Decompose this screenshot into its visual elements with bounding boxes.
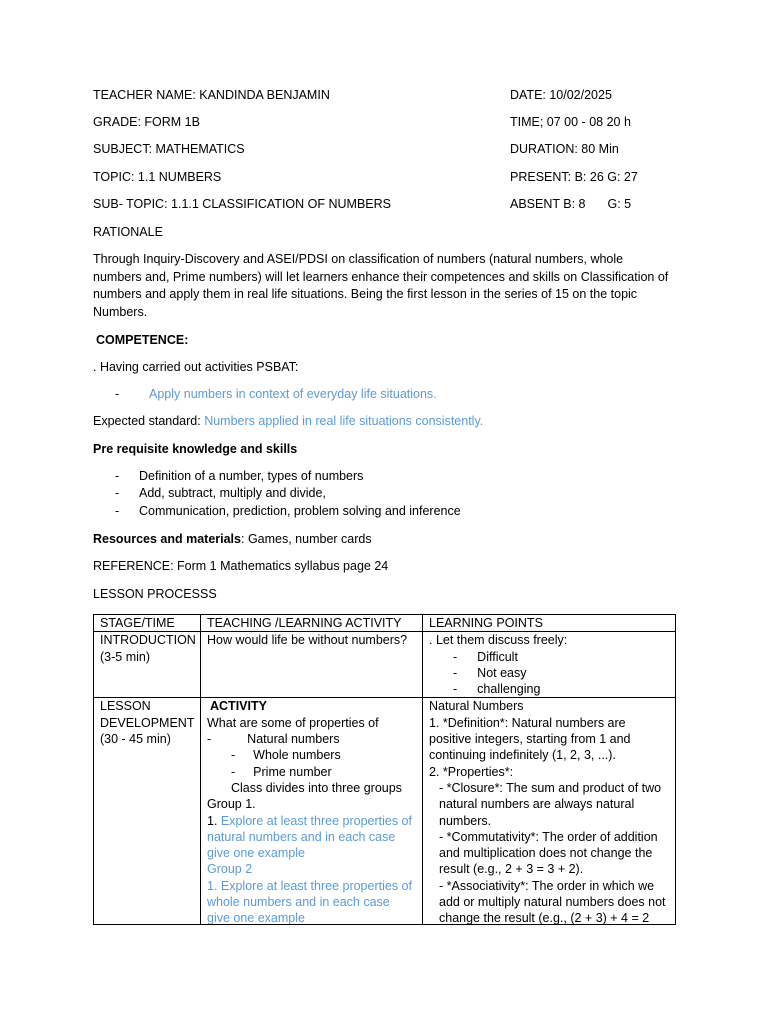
header-row-3 [93,142,713,160]
resources-label: Resources and materials [93,532,241,546]
table-header: TEACHING /LEARNING ACTIVITY [201,615,423,632]
list-item: - Natural numbers [207,732,340,747]
expected-standard-label: Expected standard: [93,414,205,428]
table-row [94,698,676,925]
list-item: - Difficult [453,649,518,664]
group2-task: 1. Explore at least three properties of whole numbers and in each case give one example [207,878,412,925]
lesson-plan-page: TEACHER NAME: KANDINDA BENJAMIN DATE: 10/02/2025 GRADE: FORM 1B TIME; 07 00 - 08 20 h SUBJECT: MATHEMATICS DURATION: 80 Min TOPIC: 1.1 NUMBERS PRESENT: B: 26 G: 27 SUB- TOPIC: 1.1.1 CLASSIFICATION OF NUMBERS ABSENT B: 8 G: 5 RATIONALE Through Inquiry-Discovery and ASEI/PDSI on classification of numbers (natural numbers, whole numbers and, Prime numbers) will let learners enhance their competences and skills on Classification of numbers and apply them in real life situations. Being the first lesson in the series of 15 on the topic Numbers. COMPETENCE: . Having carried out activities PSBAT: - Apply numbers in context of everyday life situations. Expected standard: Numbers applied in real life situations consistently. Pre requisite knowledge and skills - Definition of a number, types of numbers - Add, subtract, multiply and divide, - Communication, prediction, problem solving and inference Resources and materials: Games, number cards REFERENCE: Form 1 Mathematics syllabus page 24 LESSON PROCESSS STAGE/TIME TEACHING /LEARNING ACTIVITY LEARNING POINTS INTRODUCTION (3-5 min) How would life be without numbers? . Let them discuss freely: - Difficult - Not easy - challenging LESSON DEVELOPMENT (30 - 45 min) ACTIVITY What are some of properties of - Natural numbers - Whole numbers - Prime number Class divides into three groups Group 1. 1. Explore at least three properties of natural numbers and in each case give one example Group 2 1. Explore at least three properties of whole numbers and in each case give one example Natural Numbers 1. *Definition*: Natural numbers are positive integers, starting from 1 and continuing indefinitely (1, 2, 3, ...). 2. *Properties*: - *Closure*: The sum and product of two natural numbers are always natural numbers. - *Commutativity*: The order of addition and multiplication does not change the result (e.g., 2 + 3 = 3 + 2). - *Associativity*: The order in which we add or multiply natural numbers does not change the result (e.g., (2 + 3) + 4 = 2 [0,0,768,1024]
header-row-2 [93,115,713,133]
table-row [94,632,676,698]
list-item: - challenging [453,682,541,697]
lesson-date: DATE: 10/02/2025 [510,88,612,102]
dev-activity: ACTIVITY What are some of properties of - Natural numbers - Whole numbers - Prime number Class divides into three groups Group 1. 1. Explore at least three properties of natural numbers and in each case give one example Group 2 1. Explore at least three properties of whole numbers and in each case give one example [201,698,423,925]
list-item: - Not easy [453,665,527,680]
group1-task: 1. Explore at least three properties of natural numbers and in each case give one example [207,813,412,861]
teacher-name: TEACHER NAME: KANDINDA BENJAMIN [93,88,330,102]
dev-points: Natural Numbers 1. *Definition*: Natural numbers are positive integers, starting from 1 and continuing indefinitely (1, 2, 3, ...). 2. *Properties*: - *Closure*: The sum and product of two natural numbers are always natural numbers. - *Commutativity*: The order of addition and multiplication does not change the result (e.g., 2 + 3 = 3 + 2). - *Associativity*: The order in which we add or multiply natural numbers does not change the result (e.g., (2 + 3) + 4 = 2 [423,698,676,925]
grade: GRADE: FORM 1B [93,115,200,129]
resources-value: : Games, number cards [241,532,372,546]
expected-standard-value: Numbers applied in real life situations consistently. [204,414,484,428]
competence-heading: COMPETENCE: [96,333,189,347]
reference: REFERENCE: Form 1 Mathematics syllabus page 24 [93,559,389,573]
intro-activity: How would life be without numbers? [201,632,423,698]
lesson-time: TIME; 07 00 - 08 20 h [510,115,631,129]
header-row-1 [93,88,713,106]
duration: DURATION: 80 Min [510,142,619,156]
list-item: - Whole numbers [231,748,341,763]
table-header: LEARNING POINTS [423,615,676,632]
list-item: - Prime number [231,764,332,779]
competence-intro: . Having carried out activities PSBAT: [93,360,299,374]
intro-stage: INTRODUCTION (3-5 min) [94,632,201,698]
topic: TOPIC: 1.1 NUMBERS [93,170,222,184]
expected-standard [93,413,673,431]
rationale-text: Through Inquiry-Discovery and ASEI/PDSI on classification of numbers (natural numbers, whole numbers and, Prime numbers) will let learners enhance their competences and skills on Classification of numbers and apply them in real life situations. Being the first lesson in the series of 15 on the topic Numbers. [93,252,669,319]
absent-count [510,197,631,211]
table-header-row [94,615,676,632]
header-row-4 [93,170,713,188]
competence-bullet-text: Apply numbers in context of everyday life situations. [149,387,437,401]
lesson-process-heading: LESSON PROCESSS [93,587,217,601]
resources [93,531,673,549]
present-count: PRESENT: B: 26 G: 27 [510,170,638,184]
subject: SUBJECT: MATHEMATICS [93,142,245,156]
dev-stage: LESSON DEVELOPMENT (30 - 45 min) [94,698,201,925]
absent-boys: ABSENT B: 8 [510,197,586,211]
activity-title: ACTIVITY [210,699,267,714]
intro-points: . Let them discuss freely: - Difficult - Not easy - challenging [423,632,676,698]
table-header: STAGE/TIME [94,615,201,632]
header-row-5 [93,197,713,215]
sub-topic: SUB- TOPIC: 1.1.1 CLASSIFICATION OF NUMBERS [93,197,391,211]
prerequisite-heading: Pre requisite knowledge and skills [93,442,298,456]
absent-girls: G: 5 [607,197,632,211]
lesson-process-table [93,614,676,925]
rationale-heading: RATIONALE [93,225,163,239]
